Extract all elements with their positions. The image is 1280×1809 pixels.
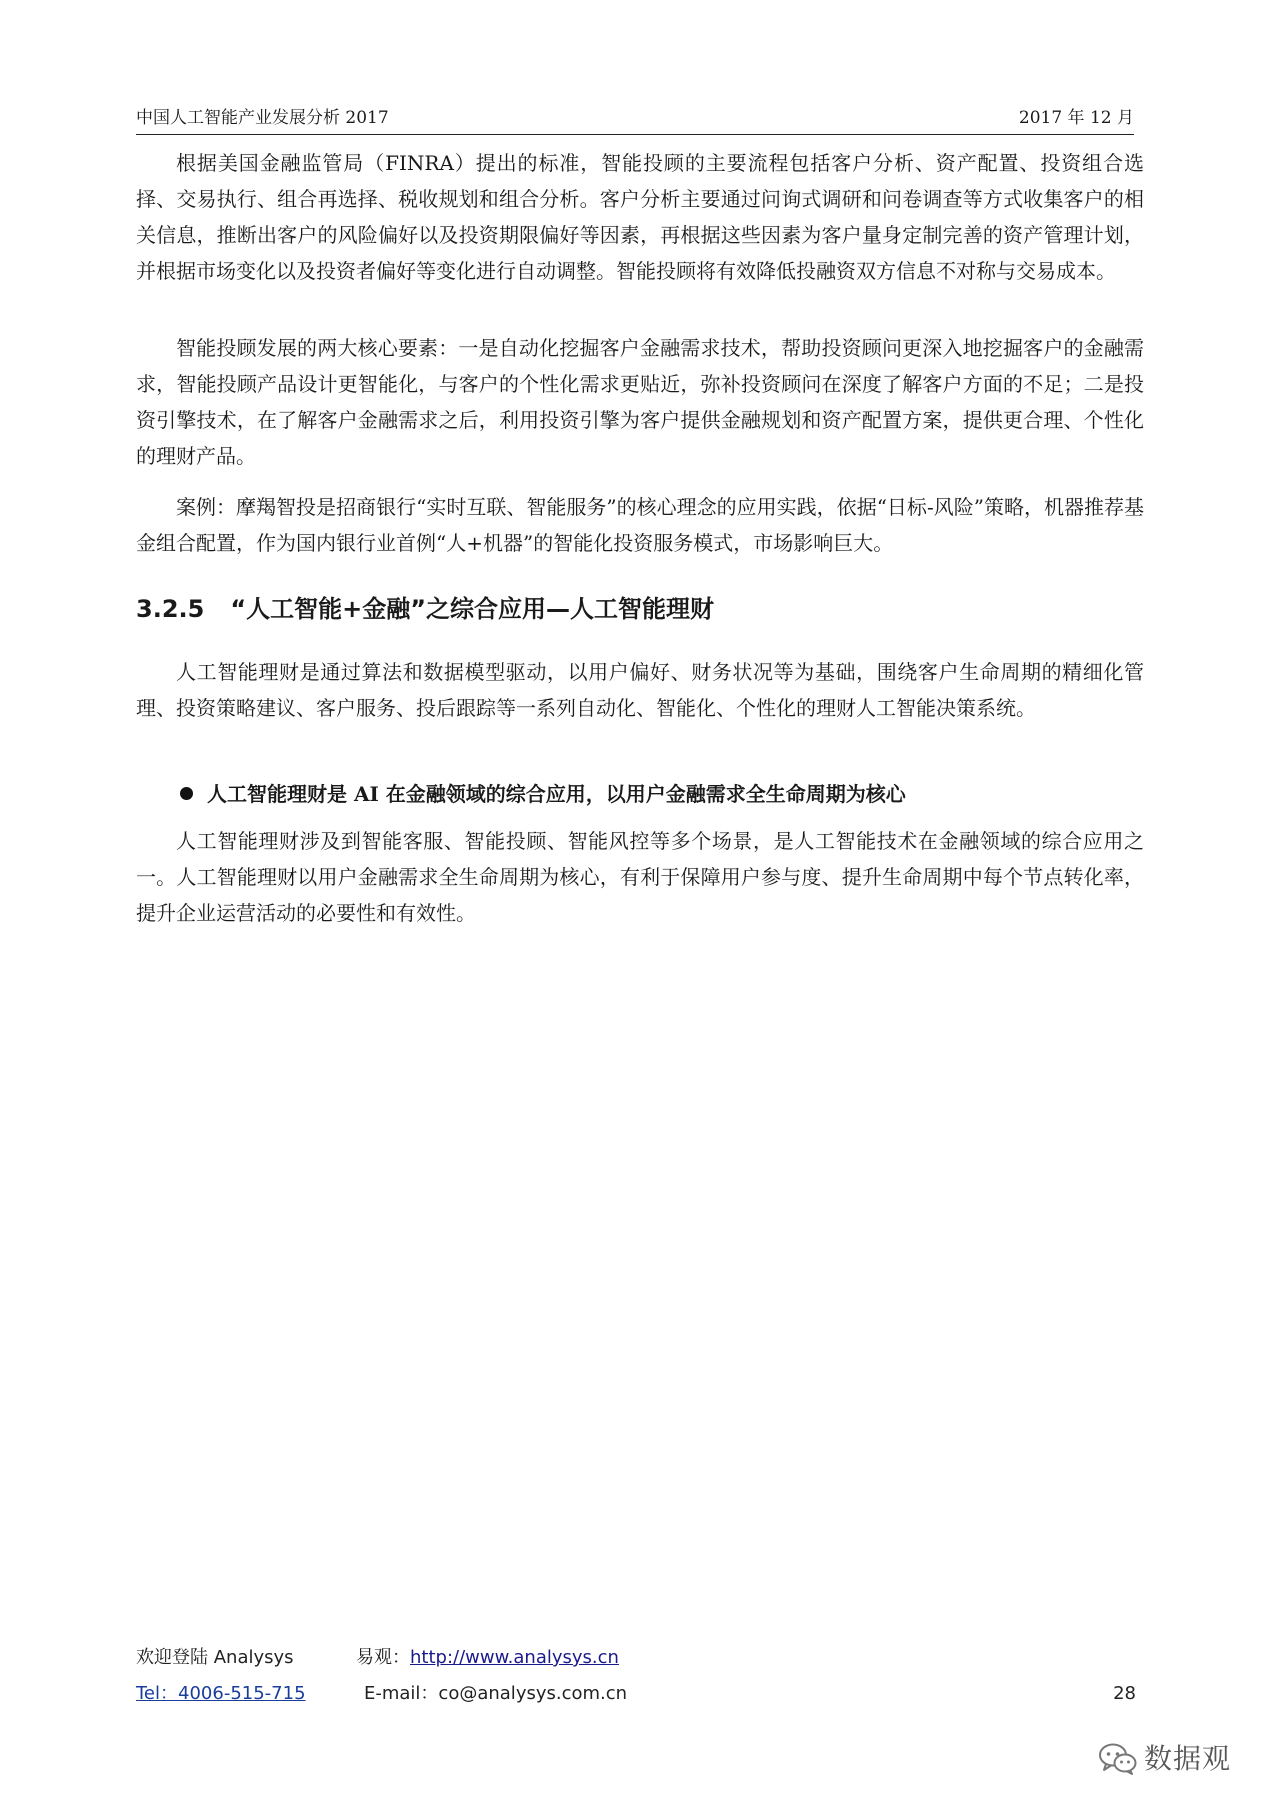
bullet-text: 人工智能理财是 AI 在金融领域的综合应用，以用户金融需求全生命周期为核心 [207,782,906,806]
wechat-icon [1098,1742,1138,1776]
footer-email: E-mail：co@analysys.com.cn [364,1683,628,1704]
paragraph-core-elements: 智能投顾发展的两大核心要素：一是自动化挖掘客户金融需求技术，帮助投资顾问更深入地挖掘客户的金融需求，智能投顾产品设计更智能化，与客户的个性化需求更贴近，弥补投资顾问在深度了解客户方面的不足；二是投资引擎技术，在了解客户金融需求之后，利用投资引擎为客户提供金融规划和资产配置方案，提供更合理、个性化的理财产品。 [136,336,1144,468]
bullet-point [180,778,1140,810]
section-heading [136,592,1136,626]
paragraph-ai-finance-definition: 人工智能理财是通过算法和数据模型驱动，以用户偏好、财务状况等为基础，围绕客户生命周期的精细化管理、投资策略建议、客户服务、投后跟踪等一系列自动化、智能化、个性化的理财人工智能决策系统。 [136,660,1144,720]
footer-tel-link[interactable]: Tel：4006-515-715 [136,1683,306,1704]
watermark-text: 数据观 [1144,1742,1232,1775]
section-title: “人工智能+金融”之综合应用—人工智能理财 [230,595,714,623]
bullet-dot-icon [180,787,193,800]
footer-site-link[interactable]: http://www.analysys.cn [410,1647,619,1668]
report-date: 2017 年 12 月 [1018,108,1134,128]
page-footer [136,1640,1136,1720]
running-header [136,104,1134,135]
footer-site-label: 易观： [356,1647,410,1668]
page-number: 28 [1113,1683,1136,1704]
watermark [1098,1738,1258,1782]
report-title: 中国人工智能产业发展分析 2017 [136,108,389,128]
paragraph-case-example: 案例：摩羯智投是招商银行“实时互联、智能服务”的核心理念的应用实践，依据“日标-风险”策略，机器推荐基金组合配置，作为国内银行业首例“人+机器”的智能化投资服务模式，市场影响巨大。 [136,495,1144,555]
footer-site [356,1640,619,1676]
paragraph-ai-finance-scenarios: 人工智能理财涉及到智能客服、智能投顾、智能风控等多个场景，是人工智能技术在金融领域的综合应用之一。人工智能理财以用户金融需求全生命周期为核心，有利于保障用户参与度、提升生命周期中每个节点转化率，提升企业运营活动的必要性和有效性。 [136,829,1144,925]
paragraph-finra-process: 根据美国金融监管局（FINRA）提出的标准，智能投顾的主要流程包括客户分析、资产配置、投资组合选择、交易执行、组合再选择、税收规划和组合分析。客户分析主要通过问询式调研和问卷调查等方式收集客户的相关信息，推断出客户的风险偏好以及投资期限偏好等因素，再根据这些因素为客户量身定制完善的资产管理计划，并根据市场变化以及投资者偏好等变化进行自动调整。智能投顾将有效降低投融资双方信息不对称与交易成本。 [136,151,1144,283]
footer-welcome: 欢迎登陆 Analysys [136,1647,294,1668]
section-number: 3.2.5 [136,595,205,623]
